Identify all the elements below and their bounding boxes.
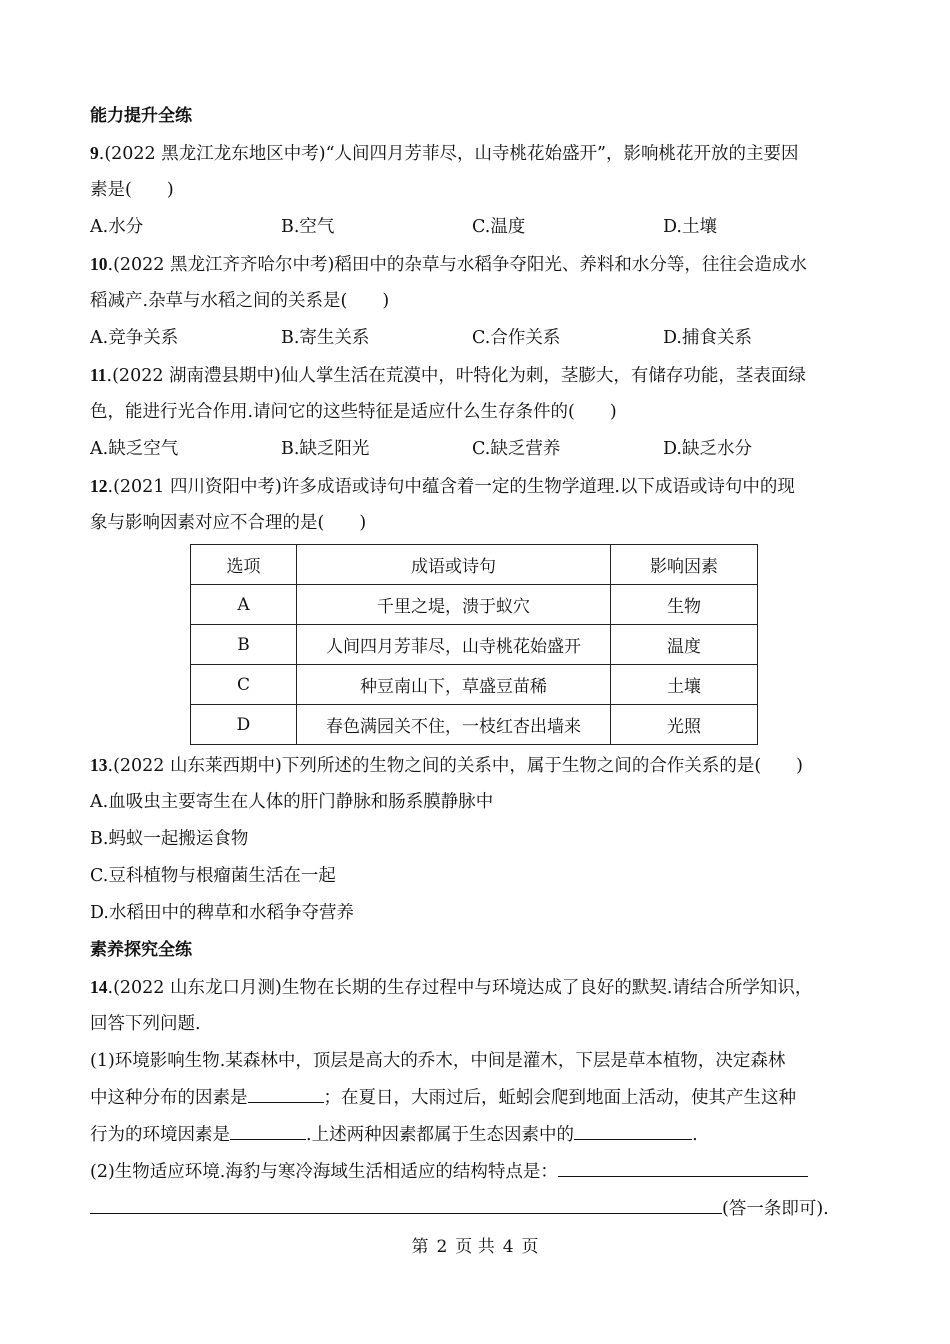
q9-option-c: C.温度 [472, 217, 526, 237]
q11-options [90, 431, 870, 468]
q14-part2-line2 [90, 1191, 870, 1228]
table-cell: 人间四月芳菲尽，山寺桃花始盛开 [297, 625, 611, 665]
q12-stem-2: 象与影响因素对应不合理的是( ) [90, 513, 367, 533]
q11-stem-2: 色，能进行光合作用.请问它的这些特征是适应什么生存条件的( ) [90, 402, 617, 422]
table-header-row [191, 545, 758, 585]
q14-part1-line2 [90, 1080, 870, 1117]
section-title-literacy: 素养探究全练 [90, 940, 192, 960]
table-cell: C [191, 665, 297, 705]
page-footer [0, 1232, 950, 1257]
q14-number: 14 [90, 977, 108, 997]
q11-option-b: B.缺乏阳光 [281, 439, 370, 459]
q10-stem-1: .(2022 黑龙江齐齐哈尔中考)稻田中的杂草与水稻争夺阳光、养料和水分等，往往会造成水 [107, 255, 807, 275]
table-row [191, 585, 758, 625]
q13-stem [90, 747, 870, 784]
q12-stem [90, 468, 870, 505]
answer-blank-3[interactable] [574, 1117, 692, 1140]
table-cell: B [191, 625, 297, 665]
q14-part2-line1 [90, 1154, 870, 1191]
table-cell: 温度 [611, 625, 758, 665]
q10-stem-2: 稻减产.杂草与水稻之间的关系是( ) [90, 291, 390, 311]
q9-option-d: D.土壤 [663, 217, 717, 237]
q12-stem-1: .(2021 四川资阳中考)许多成语或诗句中蕴含着一定的生物学道理.以下成语或诗句中的现 [107, 477, 795, 497]
q10-number: 10 [90, 254, 108, 274]
answer-blank-1[interactable] [248, 1080, 324, 1103]
q9-option-a: A.水分 [90, 217, 144, 237]
q14-part1-text-f: . [692, 1125, 698, 1145]
q11-stem-1: .(2022 湖南澧县期中)仙人掌生活在荒漠中，叶特化为刺，茎膨大，有储存功能，茎表面绿 [106, 366, 806, 386]
q14-part2-text-b: (答一条即可). [722, 1199, 829, 1219]
q14-stem-1: .(2022 山东龙口月测)生物在长期的生存过程中与环境达成了良好的默契.请结合所学知识， [107, 978, 813, 998]
q14-part1-text-c: ；在夏日，大雨过后，蚯蚓会爬到地面上活动，使其产生这种 [323, 1088, 796, 1108]
footer-suffix: 页 [521, 1237, 539, 1257]
table-header-cell: 影响因素 [611, 545, 758, 585]
q14-part2-text-a: (2)生物适应环境.海豹与寒冷海域生活相适应的结构特点是： [90, 1162, 558, 1182]
q10-options [90, 320, 870, 357]
q11-number: 11 [90, 365, 107, 385]
table-cell: 光照 [611, 705, 758, 745]
q13-option-a: A.血吸虫主要寄生在人体的肝门静脉和肠系膜静脉中 [90, 792, 494, 812]
answer-blank-2[interactable] [230, 1117, 306, 1140]
table-cell: D [191, 705, 297, 745]
q9-number: 9 [90, 143, 99, 163]
q12-number: 12 [90, 476, 108, 496]
table-header-cell: 选项 [191, 545, 297, 585]
q14-stem [90, 969, 870, 1006]
q13-option-c: C.豆科植物与根瘤菌生活在一起 [90, 866, 336, 886]
q10-stem [90, 246, 870, 283]
q13-option-b: B.蚂蚁一起搬运食物 [90, 829, 249, 849]
q12-table [190, 544, 758, 745]
q10-option-d: D.捕食关系 [663, 328, 752, 348]
q13-stem-text: .(2022 山东莱西期中)下列所述的生物之间的关系中，属于生物之间的合作关系的是( ) [107, 756, 803, 776]
q14-part1-line1: (1)环境影响生物.某森林中，顶层是高大的乔木，中间是灌木，下层是草本植物，决定森林 [90, 1051, 786, 1071]
footer-middle: 页 共 [455, 1237, 495, 1257]
q9-stem [90, 135, 870, 172]
table-cell: A [191, 585, 297, 625]
q9-option-b: B.空气 [281, 217, 335, 237]
q11-stem [90, 357, 870, 394]
footer-page-number: 2 [436, 1237, 448, 1257]
q10-option-b: B.寄生关系 [281, 328, 370, 348]
section-title-ability: 能力提升全练 [90, 106, 192, 126]
q10-option-c: C.合作关系 [472, 328, 561, 348]
answer-blank-4[interactable] [558, 1154, 808, 1177]
exercise-page [90, 98, 870, 1228]
q9-stem-1: .(2022 黑龙江龙东地区中考)“人间四月芳菲尽，山寺桃花始盛开”，影响桃花开放的主要因 [98, 144, 799, 164]
answer-blank-5[interactable] [90, 1191, 722, 1214]
q13-option-d: D.水稻田中的稗草和水稻争夺营养 [90, 903, 354, 923]
q14-part1-text-b: 中这种分布的因素是 [90, 1088, 248, 1108]
q14-stem-2: 回答下列问题. [90, 1014, 201, 1034]
q14-part1-line3 [90, 1117, 870, 1154]
table-row [191, 705, 758, 745]
q14-part1-text-d: 行为的环境因素是 [90, 1125, 230, 1145]
table-cell: 千里之堤，溃于蚁穴 [297, 585, 611, 625]
footer-prefix: 第 [411, 1237, 429, 1257]
q9-options [90, 209, 870, 246]
q11-option-c: C.缺乏营养 [472, 439, 561, 459]
q11-option-d: D.缺乏水分 [663, 439, 752, 459]
q13-number: 13 [90, 755, 108, 775]
table-cell: 土壤 [611, 665, 758, 705]
table-cell: 春色满园关不住，一枝红杏出墙来 [297, 705, 611, 745]
q14-part1-text-e: .上述两种因素都属于生态因素中的 [306, 1125, 575, 1145]
q10-option-a: A.竞争关系 [90, 328, 179, 348]
table-row [191, 625, 758, 665]
table-header-cell: 成语或诗句 [297, 545, 611, 585]
q9-stem-2: 素是( ) [90, 180, 174, 200]
q11-option-a: A.缺乏空气 [90, 439, 179, 459]
table-cell: 种豆南山下，草盛豆苗稀 [297, 665, 611, 705]
table-row [191, 665, 758, 705]
footer-total-pages: 4 [502, 1237, 514, 1257]
table-cell: 生物 [611, 585, 758, 625]
